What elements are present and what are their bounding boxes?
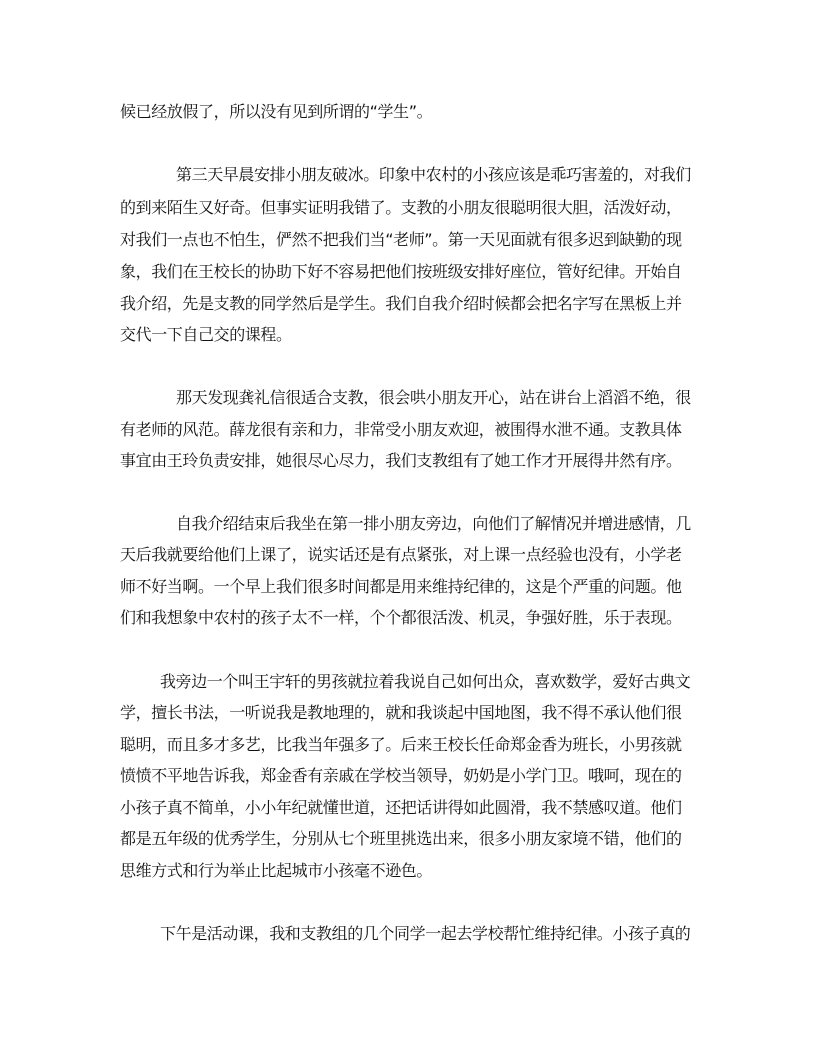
text-line: 事宜由王玲负责安排，她很尽心尽力，我们支教组有了她工作才开展得井然有序。: [120, 451, 682, 470]
text-line: 对我们一点也不怕生，俨然不把我们当“老师”。第一天见面就有很多迟到缺勤的现: [120, 230, 682, 249]
text-line: 们和我想象中农村的孩子太不一样，个个都很活泼、机灵，争强好胜，乐于表现。: [120, 608, 682, 627]
text-line: 聪明，而且多才多艺，比我当年强多了。后来王校长任命郑金香为班长，小男孩就: [120, 735, 682, 754]
text-line: 愤愤不平地告诉我，郑金香有亲戚在学校当领导，奶奶是小学门卫。哦呵，现在的: [120, 766, 682, 785]
text-line: 下午是活动课，我和支教组的几个同学一起去学校帮忙维持纪律。小孩子真的: [160, 924, 691, 943]
text-line: 学，擅长书法，一听说我是教地理的，就和我谈起中国地图，我不得不承认他们很: [120, 703, 682, 722]
text-line: 天后我就要给他们上课了，说实话还是有点紧张，对上课一点经验也没有，小学老: [120, 545, 682, 564]
text-line: 候已经放假了，所以没有见到所谓的“学生”。: [120, 102, 433, 121]
text-line: 我旁边一个叫王宇轩的男孩就拉着我说自己如何出众，喜欢数学，爱好古典文: [160, 672, 691, 691]
text-line: 都是五年级的优秀学生，分别从七个班里挑选出来，很多小朋友家境不错，他们的: [120, 829, 682, 848]
text-line: 交代一下自己交的课程。: [120, 325, 292, 344]
text-line: 有老师的风范。薛龙很有亲和力，非常受小朋友欢迎，被围得水泄不通。支教具体: [120, 420, 682, 439]
text-line: 思维方式和行为举止比起城市小孩毫不逊色。: [120, 861, 433, 880]
text-line: 小孩子真不简单，小小年纪就懂世道，还把话讲得如此圆滑，我不禁感叹道。他们: [120, 798, 682, 817]
text-line: 第三天早晨安排小朋友破冰。印象中农村的小孩应该是乖巧害羞的，对我们: [176, 165, 691, 184]
text-line: 象，我们在王校长的协助下好不容易把他们按班级安排好座位，管好纪律。开始自: [120, 262, 682, 281]
text-line: 那天发现龚礼信很适合支教，很会哄小朋友开心，站在讲台上滔滔不绝，很: [176, 388, 691, 407]
text-line: 师不好当啊。一个早上我们很多时间都是用来维持纪律的，这是个严重的问题。他: [120, 577, 682, 596]
text-line: 我介绍，先是支教的同学然后是学生。我们自我介绍时候都会把名字写在黑板上并: [120, 294, 682, 313]
text-line: 自我介绍结束后我坐在第一排小朋友旁边，向他们了解情况并增进感情，几: [176, 514, 691, 533]
text-line: 的到来陌生又好奇。但事实证明我错了。支教的小朋友很聪明很大胆，活泼好动，: [120, 198, 682, 217]
